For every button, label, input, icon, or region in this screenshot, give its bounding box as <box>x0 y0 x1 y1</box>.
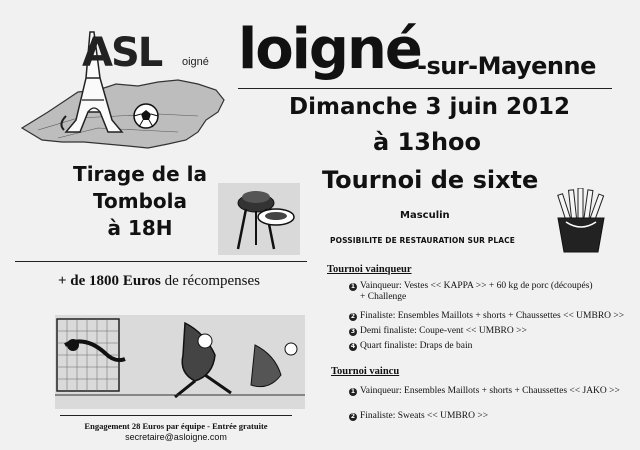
tournament-title: Tournoi de sixte <box>322 166 539 194</box>
contact-email[interactable]: secretaire@asloigne.com <box>125 432 227 442</box>
logo-text: ASL <box>82 30 162 76</box>
tournament-category: Masculin <box>400 210 450 221</box>
tombola-line-3: à 18H <box>107 216 173 240</box>
list-item <box>349 411 635 422</box>
list-item <box>349 326 635 337</box>
football-scene-illustration <box>55 315 305 409</box>
prize-text: Quart finaliste: Draps de bain <box>360 341 473 351</box>
tombola-line-1: Tirage de la <box>73 162 207 186</box>
footer-divider <box>60 415 292 416</box>
event-year: 2012 <box>506 94 571 120</box>
prize-text-2: + Challenge <box>360 292 407 302</box>
event-date-text: Dimanche 3 juin <box>289 94 498 120</box>
barbecue-icon <box>218 183 300 255</box>
list-item <box>349 311 635 322</box>
entry-fee-note: Engagement 28 Euros par équipe - Entrée gratuite <box>84 421 268 431</box>
bullet-number: 2 <box>350 413 356 420</box>
fries-icon <box>552 188 610 254</box>
prize-text: Vainqueur: Ensembles Maillots + shorts + Chaussettes << JAKO >> <box>360 386 620 396</box>
page-title-suffix: -sur-Mayenne <box>417 52 596 80</box>
winners-heading: Tournoi vainqueur <box>327 264 412 275</box>
prize-text: Vainqueur: Vestes << KAPPA >> + 60 kg de porc (découpés) <box>360 281 593 291</box>
left-divider <box>15 261 307 262</box>
prize-text: Demi finaliste: Coupe-vent << UMBRO >> <box>360 326 527 336</box>
title-divider <box>238 88 612 89</box>
list-item <box>349 281 635 303</box>
catering-note: POSSIBILITE DE RESTAURATION SUR PLACE <box>330 236 515 245</box>
tombola-block <box>40 161 240 242</box>
bullet-number: 1 <box>350 388 356 395</box>
event-time: à 13hoo <box>373 128 482 156</box>
event-date <box>289 94 570 120</box>
winners-list <box>349 281 635 352</box>
tombola-line-2: Tombola <box>93 189 187 213</box>
prize-text: Finaliste: Sweats << UMBRO >> <box>360 411 489 421</box>
rewards-suffix: de récompenses <box>160 273 261 289</box>
france-map-icon <box>22 80 224 148</box>
bullet-number: 2 <box>350 313 356 320</box>
prize-text: Finaliste: Ensembles Maillots + shorts + Chaussettes << UMBRO >> <box>360 311 625 321</box>
rewards-euros: Euros <box>122 273 161 289</box>
bullet-number: 3 <box>350 328 356 335</box>
bullet-number: 4 <box>350 343 356 350</box>
rewards-line <box>58 273 260 290</box>
rewards-prefix: + de 1800 <box>58 273 123 289</box>
losers-heading: Tournoi vaincu <box>331 366 400 377</box>
losers-list <box>349 386 635 422</box>
list-item <box>349 341 635 352</box>
football-icon <box>134 104 158 128</box>
list-item <box>349 386 635 397</box>
page-title: loigné <box>238 17 421 82</box>
bullet-number: 1 <box>350 283 356 290</box>
logo-subtext: oigné <box>182 56 209 68</box>
